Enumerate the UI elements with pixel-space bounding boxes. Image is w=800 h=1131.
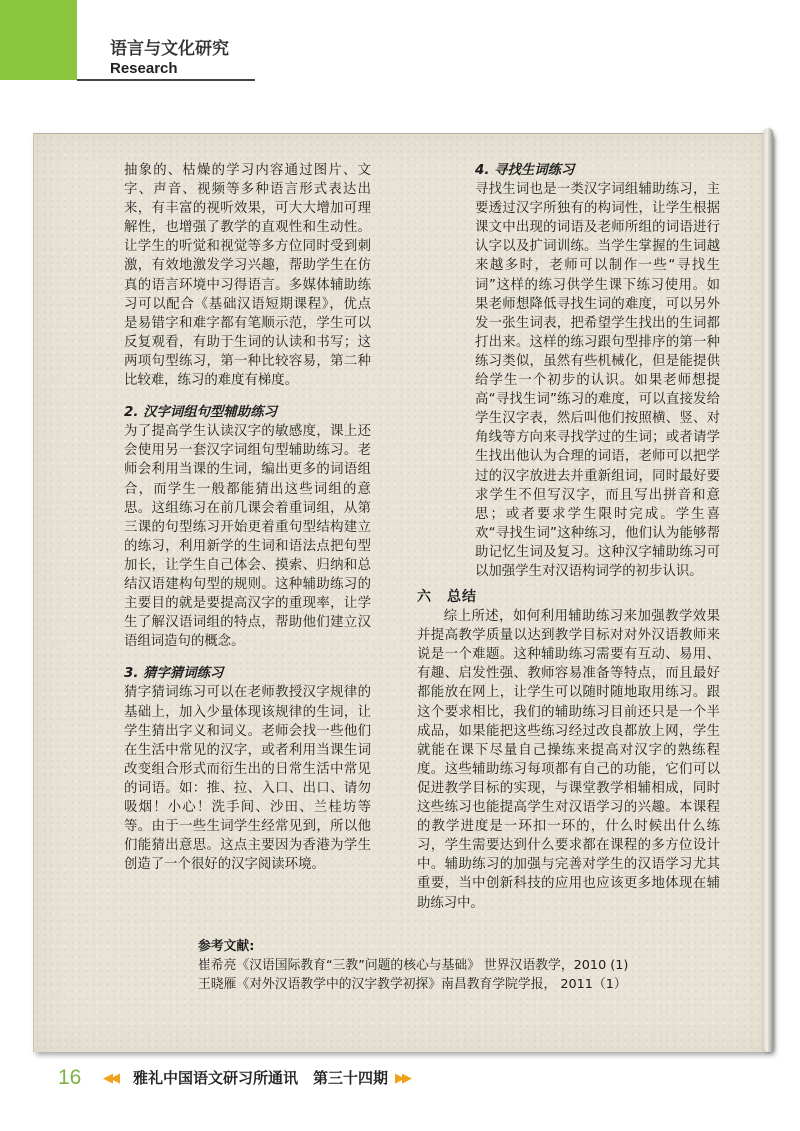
page-number: 16 — [58, 1066, 82, 1089]
section-6-body: 综上所述，如何利用辅助练习来加强教学效果并提高教学质量以达到教学目标对对外汉语教师来说是一个难题。这种辅助练习需要有互动、易用、有趣、启发性强、教师容易准备等特点，而且最好都能放在网上，让学生可以随时随地取用练习。跟这个要求相比，我们的辅助练习目前还只是一个半成品，如果能把这些练习经过改良都放上网，学生就能在课下尽量自己操练来提高对汉字的熟练程度。这些辅助练习每项都有自己的功能，它们可以促进教学目标的实现，与课堂教学相辅相成，同时这些练习也能提高学生对汉语学习的兴趣。本课程的教学进度是一环扣一环的，什么时候出什么练习，学生需要达到什么要求都在课程的多方位设计中。辅助练习的加强与完善对学生的汉语学习尤其重要，当中创新科技的应用也应该更多地体现在辅助练习中。 — [417, 609, 720, 911]
journal-name: 雅礼中国语文研习所通讯 第三十四期 — [133, 1069, 389, 1087]
section-2-body: 为了提高学生认读汉字的敏感度，课上还会使用另一套汉字词组句型辅助练习。老师会利用当课的生词，编出更多的词语组合，而学生一般都能猜出这些词组的意思。这组练习在前几课会着重词组，从第三课的句型练习开始更着重句型结构建立的练习，利用新学的生词和语法点把句型加长，让学生自己体会、摸索、归纳和总结汉语建构句型的规则。这种辅助练习的主要目的就是要提高汉字的重现率，让学生了解汉语词组的特点，帮助他们建立汉语组词造句的概念。 — [124, 424, 371, 650]
left-arrows-icon: ◀◀ — [103, 1071, 117, 1086]
section-4-heading: 4. 寻找生词练习 — [475, 163, 575, 178]
right-column-upper — [475, 161, 720, 581]
intro-paragraph: 抽象的、枯燥的学习内容通过图片、文字、声音、视频等多种语言形式表达出来，有丰富的视听效果，可大大增加可理解性，也增强了教学的直观性和生动性。让学生的听觉和视觉等多方位同时受到刺激，有效地激发学习兴趣，帮助学生在仿真的语言环境中习得语言。多媒体辅助练习可以配合《基础汉语短期课程》，优点是易错字和难字都有笔顺示范，学生可以反复观看，有助于生词的认读和书写；这两项句型练习，第一种比较容易，第二种比较难，练习的难度有梯度。 — [124, 163, 371, 389]
reference-item: 王晓雁《对外汉语教学中的汉字教学初探》南昌教育学院学报， 2011（1） — [198, 977, 627, 992]
section-2-heading: 2. 汉字词组句型辅助练习 — [124, 405, 277, 421]
references — [198, 937, 628, 994]
section-title: 语言与文化研究 — [110, 39, 229, 59]
section-3-body: 猜字猜词练习可以在老师教授汉字规律的基础上，加入少量体现该规律的生词，让学生猜出字义和词义。老师会找一些他们在生活中常见的汉字，或者利用当课生词改变组合形式而衍生出的日常生活中常见的词语。如：推、拉、入口、出口、请勿吸烟！小心！洗手间、沙田、兰桂坊等等。由于一些生词学生经常见到，所以他们能猜出意思。这点主要因为香港为学生创造了一个很好的汉字阅读环境。 — [124, 685, 371, 873]
section-subtitle: Research — [110, 60, 178, 77]
references-heading: 参考文献: — [198, 939, 255, 954]
page-curl-edge — [763, 128, 773, 1052]
header-underline — [77, 79, 255, 81]
right-arrows-icon: ▶▶ — [395, 1071, 409, 1086]
section-6-heading: 六 总结 — [417, 589, 477, 605]
left-column — [124, 161, 371, 874]
page-footer — [0, 1063, 800, 1103]
header-color-block — [0, 0, 77, 80]
section-4-body: 寻找生词也是一类汉字词组辅助练习，主要透过汉字所独有的构词性，让学生根据课文中出现的词语及老师所组的词语进行认字以及扩词训练。当学生掌握的生词越来越多时，老师可以制作一些“寻找生词”这样的练习供学生课下练习使用。如果老师想降低寻找生词的难度，可以另外发一张生词表，把希望学生找出的生词都打出来。这样的练习跟句型排序的第一种练习类似，虽然有些机械化，但是能提供给学生一个初步的认识。如果老师想提高“寻找生词”练习的难度，可以直接发给学生汉字表，然后叫他们按照横、竖、对角线等方向来寻找学过的生词；或者请学生找出他认为合理的词语，老师可以把学过的汉字放进去并重新组词，同时最好要求学生不但写汉字，而且写出拼音和意思；或者要求学生限时完成。学生喜欢“寻找生词”这种练习，他们认为能够帮助记忆生词及复习。这种汉字辅助练习可以加强学生对汉语构词学的初步认识。 — [475, 182, 720, 579]
right-column-lower — [417, 588, 720, 913]
section-3-heading: 3. 猜字猜词练习 — [124, 666, 224, 682]
reference-item: 崔希亮《汉语国际教育“三教”问题的核心与基础》 世界汉语教学，2010 (1) — [198, 958, 629, 973]
